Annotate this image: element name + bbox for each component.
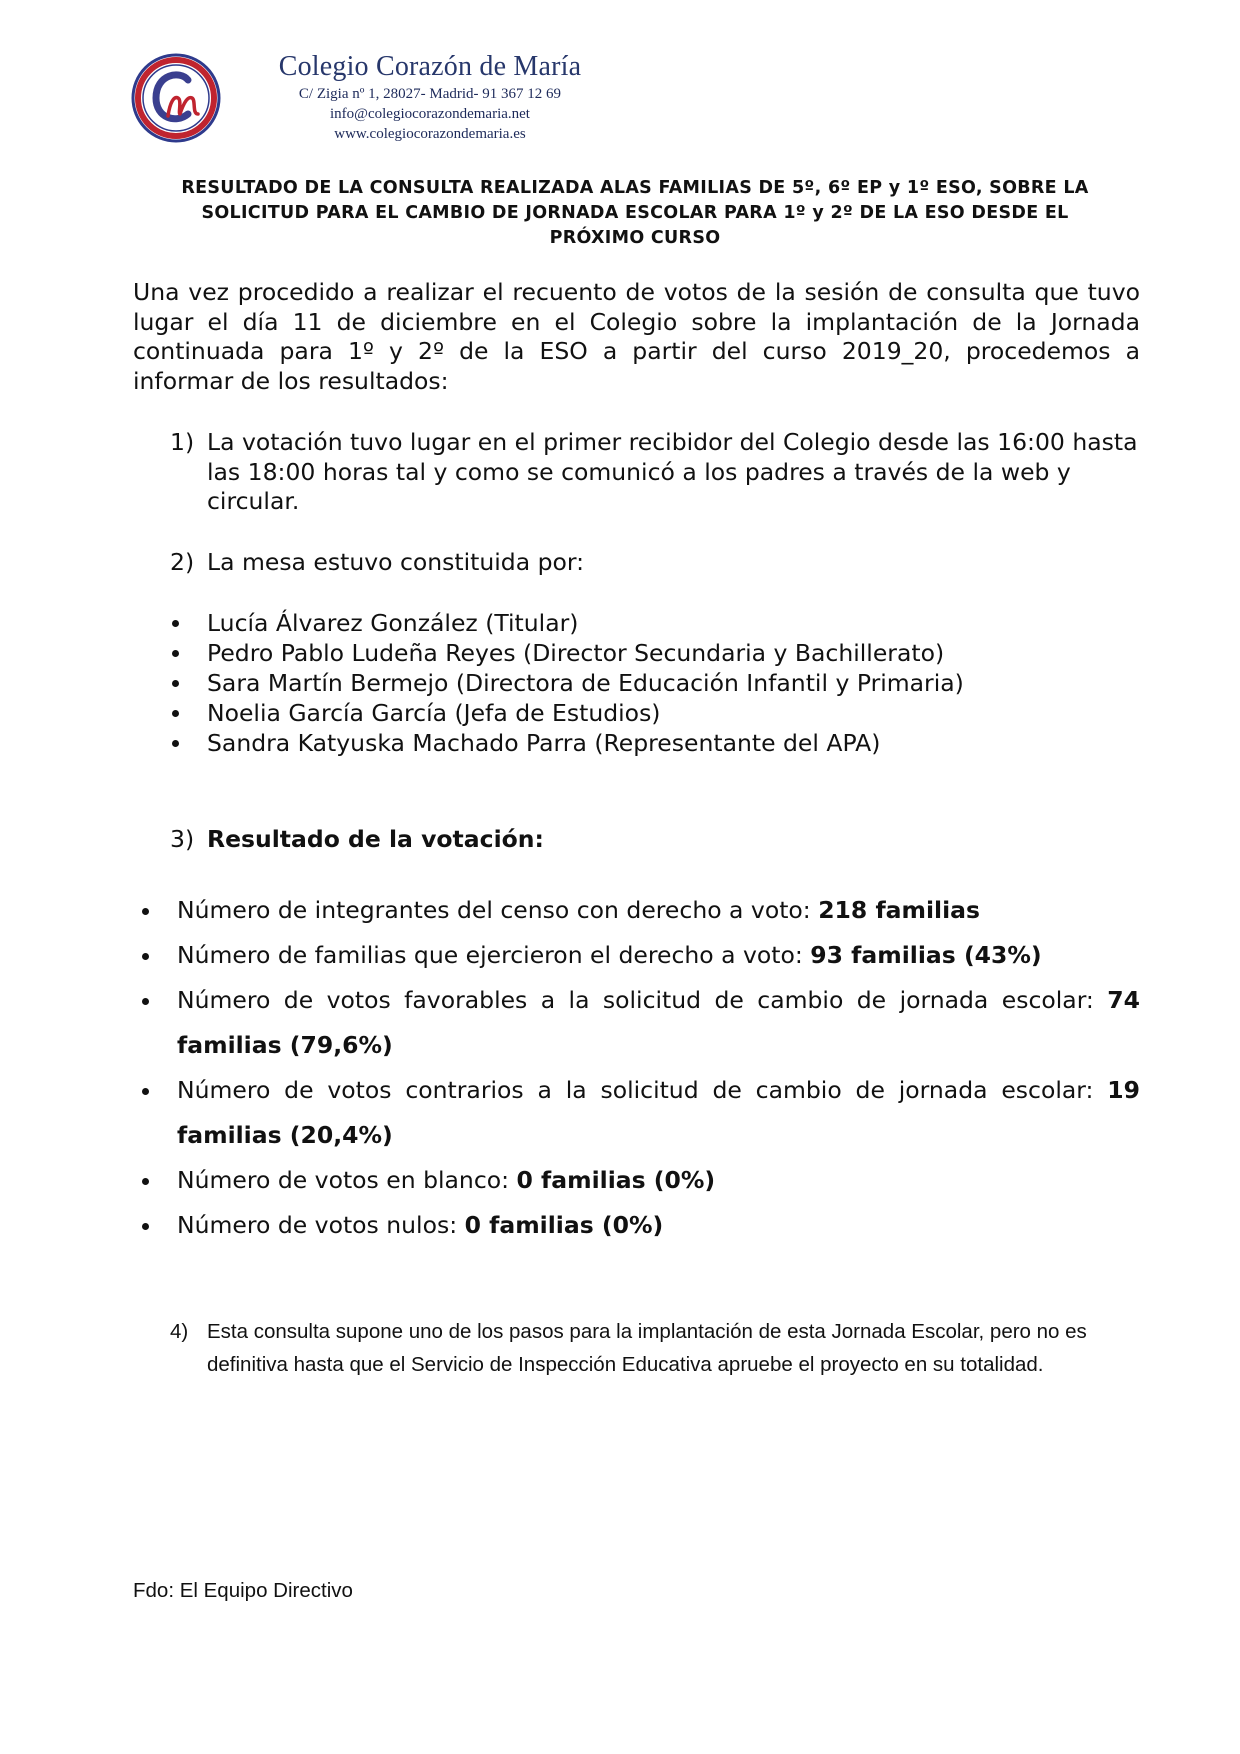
list-item <box>140 933 1140 978</box>
school-address: C/ Zigia nº 1, 28027- Madrid- 91 367 12 69 <box>298 86 562 102</box>
title-line-3: PRÓXIMO CURSO <box>549 228 721 248</box>
bullet-icon <box>172 650 179 657</box>
result-label: Número de votos favorables a la solicitud de cambio de jornada escolar: <box>177 986 1108 1014</box>
result-value: 93 familias (43%) <box>810 941 1042 969</box>
result-label: Número de votos en blanco: <box>177 1166 517 1194</box>
list-item <box>140 1203 1140 1248</box>
point-1 <box>170 428 1142 517</box>
point-4 <box>170 1315 1120 1381</box>
list-item <box>170 638 1142 668</box>
point-4-number: 4) <box>170 1320 189 1343</box>
list-item <box>140 888 1140 933</box>
point-2-text: La mesa estuvo constituida por: <box>207 548 585 576</box>
signature: Fdo: El Equipo Directivo <box>133 1579 353 1602</box>
title-line-1: RESULTADO DE LA CONSULTA REALIZADA ALAS FAMILIAS DE 5º, 6º EP y 1º ESO, SOBRE LA <box>181 178 1089 198</box>
school-email: info@colegiocorazondemaria.net <box>330 106 530 122</box>
committee-member-list <box>170 608 1142 758</box>
result-value: 218 familias <box>818 896 981 924</box>
list-item <box>140 1158 1140 1203</box>
school-website: www.colegiocorazondemaria.es <box>334 126 526 142</box>
bullet-icon <box>172 680 179 687</box>
member-name: Sara Martín Bermejo (Directora de Educación Infantil y Primaria) <box>207 669 964 697</box>
bullet-icon <box>142 908 149 915</box>
result-label: Número de integrantes del censo con derecho a voto: <box>177 896 819 924</box>
member-name: Pedro Pablo Ludeña Reyes (Director Secundaria y Bachillerato) <box>207 639 945 667</box>
bullet-icon <box>142 1088 149 1095</box>
result-value: 74 familias (79,6%) <box>177 986 1140 1059</box>
list-item <box>170 728 1142 758</box>
bullet-icon <box>142 1223 149 1230</box>
member-name: Lucía Álvarez González (Titular) <box>207 609 579 637</box>
bullet-icon <box>142 1178 149 1185</box>
bullet-icon <box>172 620 179 627</box>
result-label: Número de votos contrarios a la solicitud de cambio de jornada escolar: <box>177 1076 1108 1104</box>
point-2-number: 2) <box>170 548 195 576</box>
list-item <box>140 978 1140 1068</box>
title-line-2: SOLICITUD PARA EL CAMBIO DE JORNADA ESCOLAR PARA 1º y 2º DE LA ESO DESDE EL <box>201 203 1069 223</box>
result-label: Número de familias que ejercieron el derecho a voto: <box>177 941 811 969</box>
bullet-icon <box>172 710 179 717</box>
list-item <box>170 698 1142 728</box>
point-1-number: 1) <box>170 428 195 456</box>
point-3 <box>170 825 1142 855</box>
document-title <box>140 176 1130 251</box>
intro-text: Una vez procedido a realizar el recuento de votos de la sesión de consulta que tuvo lugar el día 11 de diciembre en el Colegio sobre la implantación de la Jornada continuada para 1º y 2º de la ESO a partir del curso 2019_20, procedemos a informar de los resultados: <box>133 278 1140 395</box>
vote-results-list <box>140 888 1140 1248</box>
list-item <box>140 1068 1140 1158</box>
result-value: 19 familias (20,4%) <box>177 1076 1140 1149</box>
point-3-number: 3) <box>170 825 195 853</box>
result-value: 0 familias (0%) <box>464 1211 664 1239</box>
point-4-text: Esta consulta supone uno de los pasos para la implantación de esta Jornada Escolar, pero no es definitiva hasta que el Servicio de Inspección Educativa apruebe el proyecto en su totalidad. <box>207 1320 1087 1376</box>
bullet-icon <box>142 998 149 1005</box>
bullet-icon <box>172 740 179 747</box>
school-header <box>230 50 630 144</box>
result-value: 0 familias (0%) <box>516 1166 716 1194</box>
point-3-text: Resultado de la votación: <box>207 825 544 853</box>
school-name: Colegio Corazón de María <box>278 51 582 82</box>
intro-paragraph <box>133 278 1140 396</box>
member-name: Noelia García García (Jefa de Estudios) <box>207 699 661 727</box>
member-name: Sandra Katyuska Machado Parra (Representante del APA) <box>207 729 881 757</box>
list-item <box>170 668 1142 698</box>
point-1-text: La votación tuvo lugar en el primer recibidor del Colegio desde las 16:00 hasta las 18:00 horas tal y como se comunicó a los padres a través de la web y circular. <box>207 428 1138 515</box>
school-logo-icon <box>130 52 222 144</box>
list-item <box>170 608 1142 638</box>
point-2 <box>170 548 1142 578</box>
bullet-icon <box>142 953 149 960</box>
result-label: Número de votos nulos: <box>177 1211 465 1239</box>
